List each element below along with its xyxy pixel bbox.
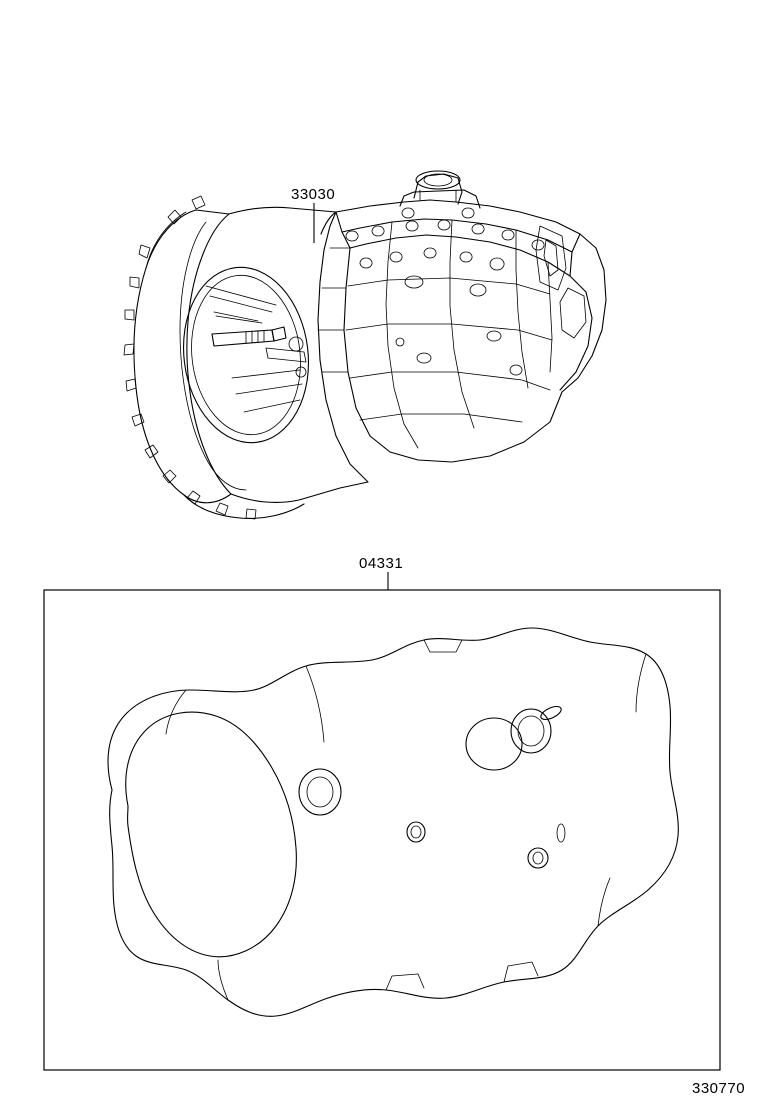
gasket-kit-frame (44, 590, 720, 1070)
callout-label-04331: 04331 (359, 555, 404, 572)
sheet-number: 330770 (692, 1080, 746, 1097)
side-cover-plate (536, 226, 586, 338)
callout-label-33030: 33030 (291, 186, 336, 203)
gasket-outline (108, 628, 678, 1016)
clutch-housing-opening (174, 260, 319, 450)
seal-openings (299, 704, 565, 868)
shift-control-tower (400, 171, 480, 218)
bell-housing (124, 196, 340, 519)
input-shaft (212, 312, 286, 346)
transmission-case-body (318, 200, 606, 488)
bell-housing-internal-details (206, 286, 306, 412)
